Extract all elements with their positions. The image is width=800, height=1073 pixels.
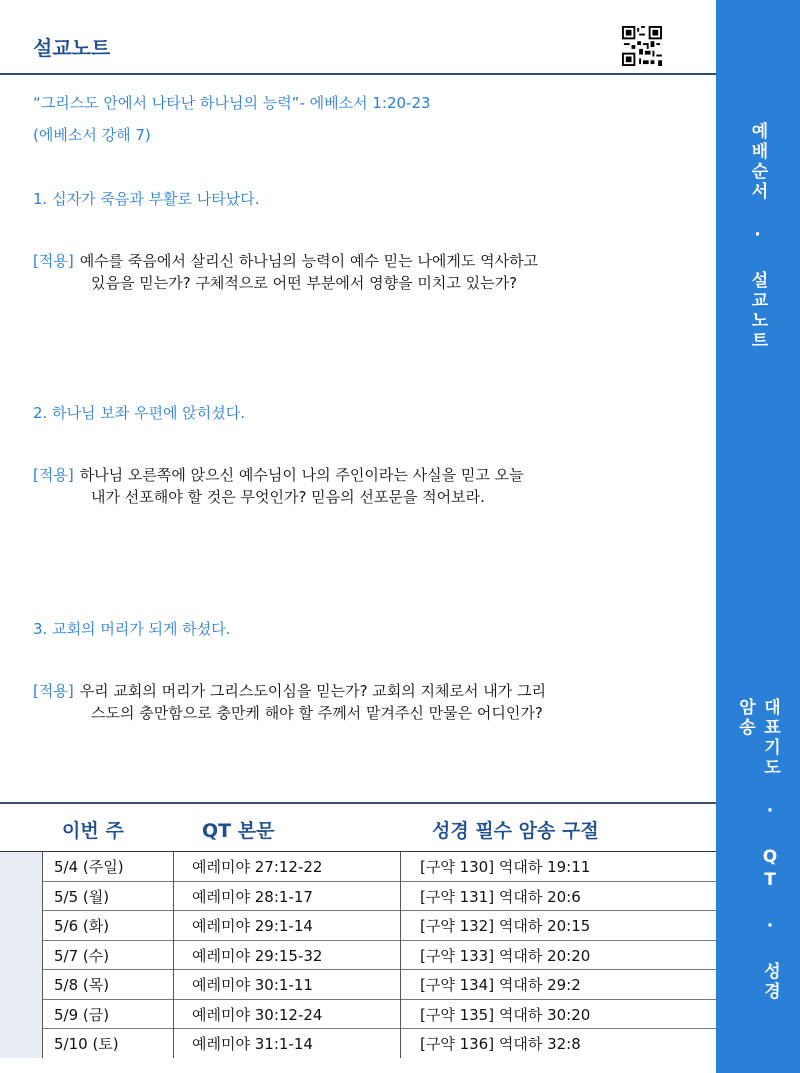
table-row bbox=[42, 911, 716, 941]
apply-tag: [적용] bbox=[33, 682, 74, 700]
apply-tag: [적용] bbox=[33, 466, 74, 484]
verse-cell: [구약 131] 역대하 20:6 bbox=[420, 887, 581, 906]
date-cell: 5/5 (월) bbox=[54, 887, 110, 906]
apply-text: 스도의 충만함으로 충만케 해야 할 주께서 맡겨주신 만물은 어디인가? bbox=[91, 704, 543, 722]
table-row bbox=[42, 852, 716, 882]
table-row bbox=[42, 941, 716, 971]
point-heading: 2. 하나님 보좌 우편에 앉히셨다. bbox=[33, 404, 246, 422]
date-cell: 5/8 (목) bbox=[54, 976, 110, 994]
verse-cell: [구약 135] 역대하 30:20 bbox=[420, 1005, 591, 1024]
qr-code-icon bbox=[622, 26, 662, 66]
table-row bbox=[42, 1029, 716, 1059]
apply-text: 하나님 오른쪽에 앉으신 예수님이 나의 주인이라는 사실을 믿고 오늘 bbox=[79, 466, 524, 484]
point-heading: 3. 교회의 머리가 되게 하셨다. bbox=[33, 620, 231, 638]
qt-cell: 예레미야 29:1-14 bbox=[192, 917, 313, 935]
table-row bbox=[42, 970, 716, 1000]
table-header-qt: QT 본문 bbox=[202, 820, 275, 842]
sermon-subtitle: (에베소서 강해 7) bbox=[33, 126, 151, 144]
point-heading: 1. 십자가 죽음과 부활로 나타났다. bbox=[33, 190, 260, 208]
table-top-divider bbox=[0, 802, 716, 804]
table-row bbox=[42, 1000, 716, 1030]
apply-text: 우리 교회의 머리가 그리스도이심을 믿는가? 교회의 지체로서 내가 그리 bbox=[79, 682, 547, 700]
application-block bbox=[33, 250, 703, 294]
apply-text: 있음을 믿는가? 구체적으로 어떤 부분에서 영향을 미치고 있는가? bbox=[91, 274, 518, 292]
verse-cell: [구약 136] 역대하 32:8 bbox=[420, 1035, 581, 1053]
table-header-week: 이번 주 bbox=[62, 820, 124, 842]
table-column-divider bbox=[173, 852, 174, 1058]
qt-cell: 예레미야 30:12-24 bbox=[192, 1005, 323, 1024]
qt-cell: 예레미야 28:1-17 bbox=[192, 887, 313, 906]
date-cell: 5/10 (토) bbox=[54, 1035, 119, 1053]
apply-text: 예수를 죽음에서 살리신 하나님의 능력이 예수 믿는 나에게도 역사하고 bbox=[79, 252, 539, 270]
table-column-divider bbox=[42, 852, 43, 1058]
verse-cell: [구약 134] 역대하 29:2 bbox=[420, 976, 581, 994]
qt-cell: 예레미야 31:1-14 bbox=[192, 1035, 313, 1053]
table-row bbox=[42, 882, 716, 912]
table-header-memory-verse: 성경 필수 암송 구절 bbox=[432, 820, 599, 842]
apply-tag: [적용] bbox=[33, 252, 74, 270]
apply-text: 내가 선포해야 할 것은 무엇인가? 믿음의 선포문을 적어보라. bbox=[91, 488, 485, 506]
date-cell: 5/4 (주일) bbox=[54, 858, 124, 876]
verse-cell: [구약 133] 역대하 20:20 bbox=[420, 946, 591, 965]
page-title: 설교노트 bbox=[33, 36, 111, 60]
application-block bbox=[33, 680, 703, 724]
sidebar-label-bottom: 대표기도 · QT · 성경암송 bbox=[735, 698, 780, 1002]
table-column-divider bbox=[400, 852, 401, 1058]
verse-cell: [구약 130] 역대하 19:11 bbox=[420, 858, 591, 876]
sidebar-label-top: 예배순서 · 설교노트 bbox=[747, 122, 768, 351]
verse-cell: [구약 132] 역대하 20:15 bbox=[420, 917, 591, 935]
table-side-shade bbox=[0, 852, 42, 1058]
date-cell: 5/7 (수) bbox=[54, 946, 110, 965]
qt-cell: 예레미야 30:1-11 bbox=[192, 976, 313, 994]
sermon-title: “그리스도 안에서 나타난 하나님의 능력”- 에베소서 1:20-23 bbox=[33, 94, 431, 112]
application-block bbox=[33, 464, 703, 508]
qt-cell: 예레미야 27:12-22 bbox=[192, 858, 323, 876]
date-cell: 5/6 (화) bbox=[54, 917, 110, 935]
date-cell: 5/9 (금) bbox=[54, 1005, 110, 1024]
sidebar bbox=[716, 0, 800, 1073]
qt-cell: 예레미야 29:15-32 bbox=[192, 946, 323, 965]
header-divider bbox=[0, 73, 716, 75]
